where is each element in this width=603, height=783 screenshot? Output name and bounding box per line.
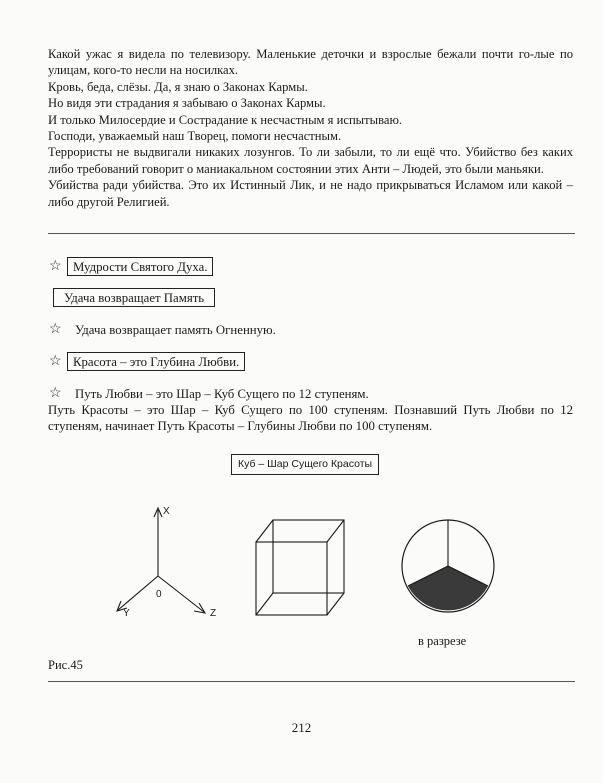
cube-edge <box>256 593 273 615</box>
divider-bottom <box>48 681 575 682</box>
cube-front-face <box>256 542 327 615</box>
sphere-shaded-sector <box>408 566 488 610</box>
axis-y-label: Y <box>123 608 130 619</box>
top-text-block <box>48 46 573 210</box>
axis-x-label: X <box>163 506 170 517</box>
paragraph: Но видя эти страдания я забываю о Законах Кармы. <box>48 96 326 111</box>
axis-z-label: Z <box>210 608 217 619</box>
section-heading-boxed: Мудрости Святого Духа. <box>67 257 213 276</box>
paragraph: Террористы не выдвигали никаких лозунгов. То ли забыли, то ли ещё что. Убийство без каких либо требований говорит о маниакальном состоянии этих Анти – Людей, это были маньяки. <box>48 145 573 176</box>
z-axis-line <box>158 576 204 612</box>
section-heading-boxed: Красота – это Глубина Любви. <box>67 352 245 371</box>
cube-diagram <box>250 515 350 625</box>
section-paragraph: Путь Красоты – это Шар – Куб Сущего по 100 ступеням. Познавший Путь Любви по 12 ступеням, начинает Путь Красоты – Глубины Любви по 100 ступеням. <box>48 403 573 433</box>
paragraph: Господи, уважаемый наш Творец, помоги несчастным. <box>48 129 342 144</box>
star-icon: ☆ <box>49 354 62 369</box>
cube-edge <box>327 593 344 615</box>
paragraph: Убийства ради убийства. Это их Истинный Лик, и не надо прикрываться Исламом или какой – либо другой Религией. <box>48 178 573 209</box>
axes-diagram <box>100 500 230 625</box>
origin-label: 0 <box>156 589 162 600</box>
figure-label: Рис.45 <box>48 658 83 672</box>
y-axis-line <box>118 576 158 610</box>
paragraph: Кровь, беда, слёзы. Да, я знаю о Законах Кармы. <box>48 79 308 94</box>
section-heading-boxed: Удача возвращает Память <box>53 288 215 307</box>
cube-edge <box>256 520 273 542</box>
cube-edge <box>327 520 344 542</box>
paragraph: И только Милосердие и Сострадание к несчастным я испытываю. <box>48 112 403 127</box>
star-icon: ☆ <box>49 322 62 337</box>
star-icon: ☆ <box>49 259 62 274</box>
divider-top <box>48 233 575 234</box>
page-number: 212 <box>291 720 312 735</box>
figure-title-box: Куб – Шар Сущего Красоты <box>231 454 379 475</box>
paragraph: Какой ужас я видела по телевизору. Маленькие деточки и взрослые бежали почти го-лые по улицам, кого-то несли на носилках. <box>48 47 573 78</box>
cube-back-face <box>273 520 344 593</box>
section-line: Удача возвращает память Огненную. <box>75 323 276 337</box>
star-icon: ☆ <box>49 386 62 401</box>
section-caption: в разрезе <box>418 634 467 648</box>
section-line: Путь Любви – это Шар – Куб Сущего по 12 ступеням. <box>75 387 369 401</box>
sphere-section-diagram <box>398 512 502 622</box>
